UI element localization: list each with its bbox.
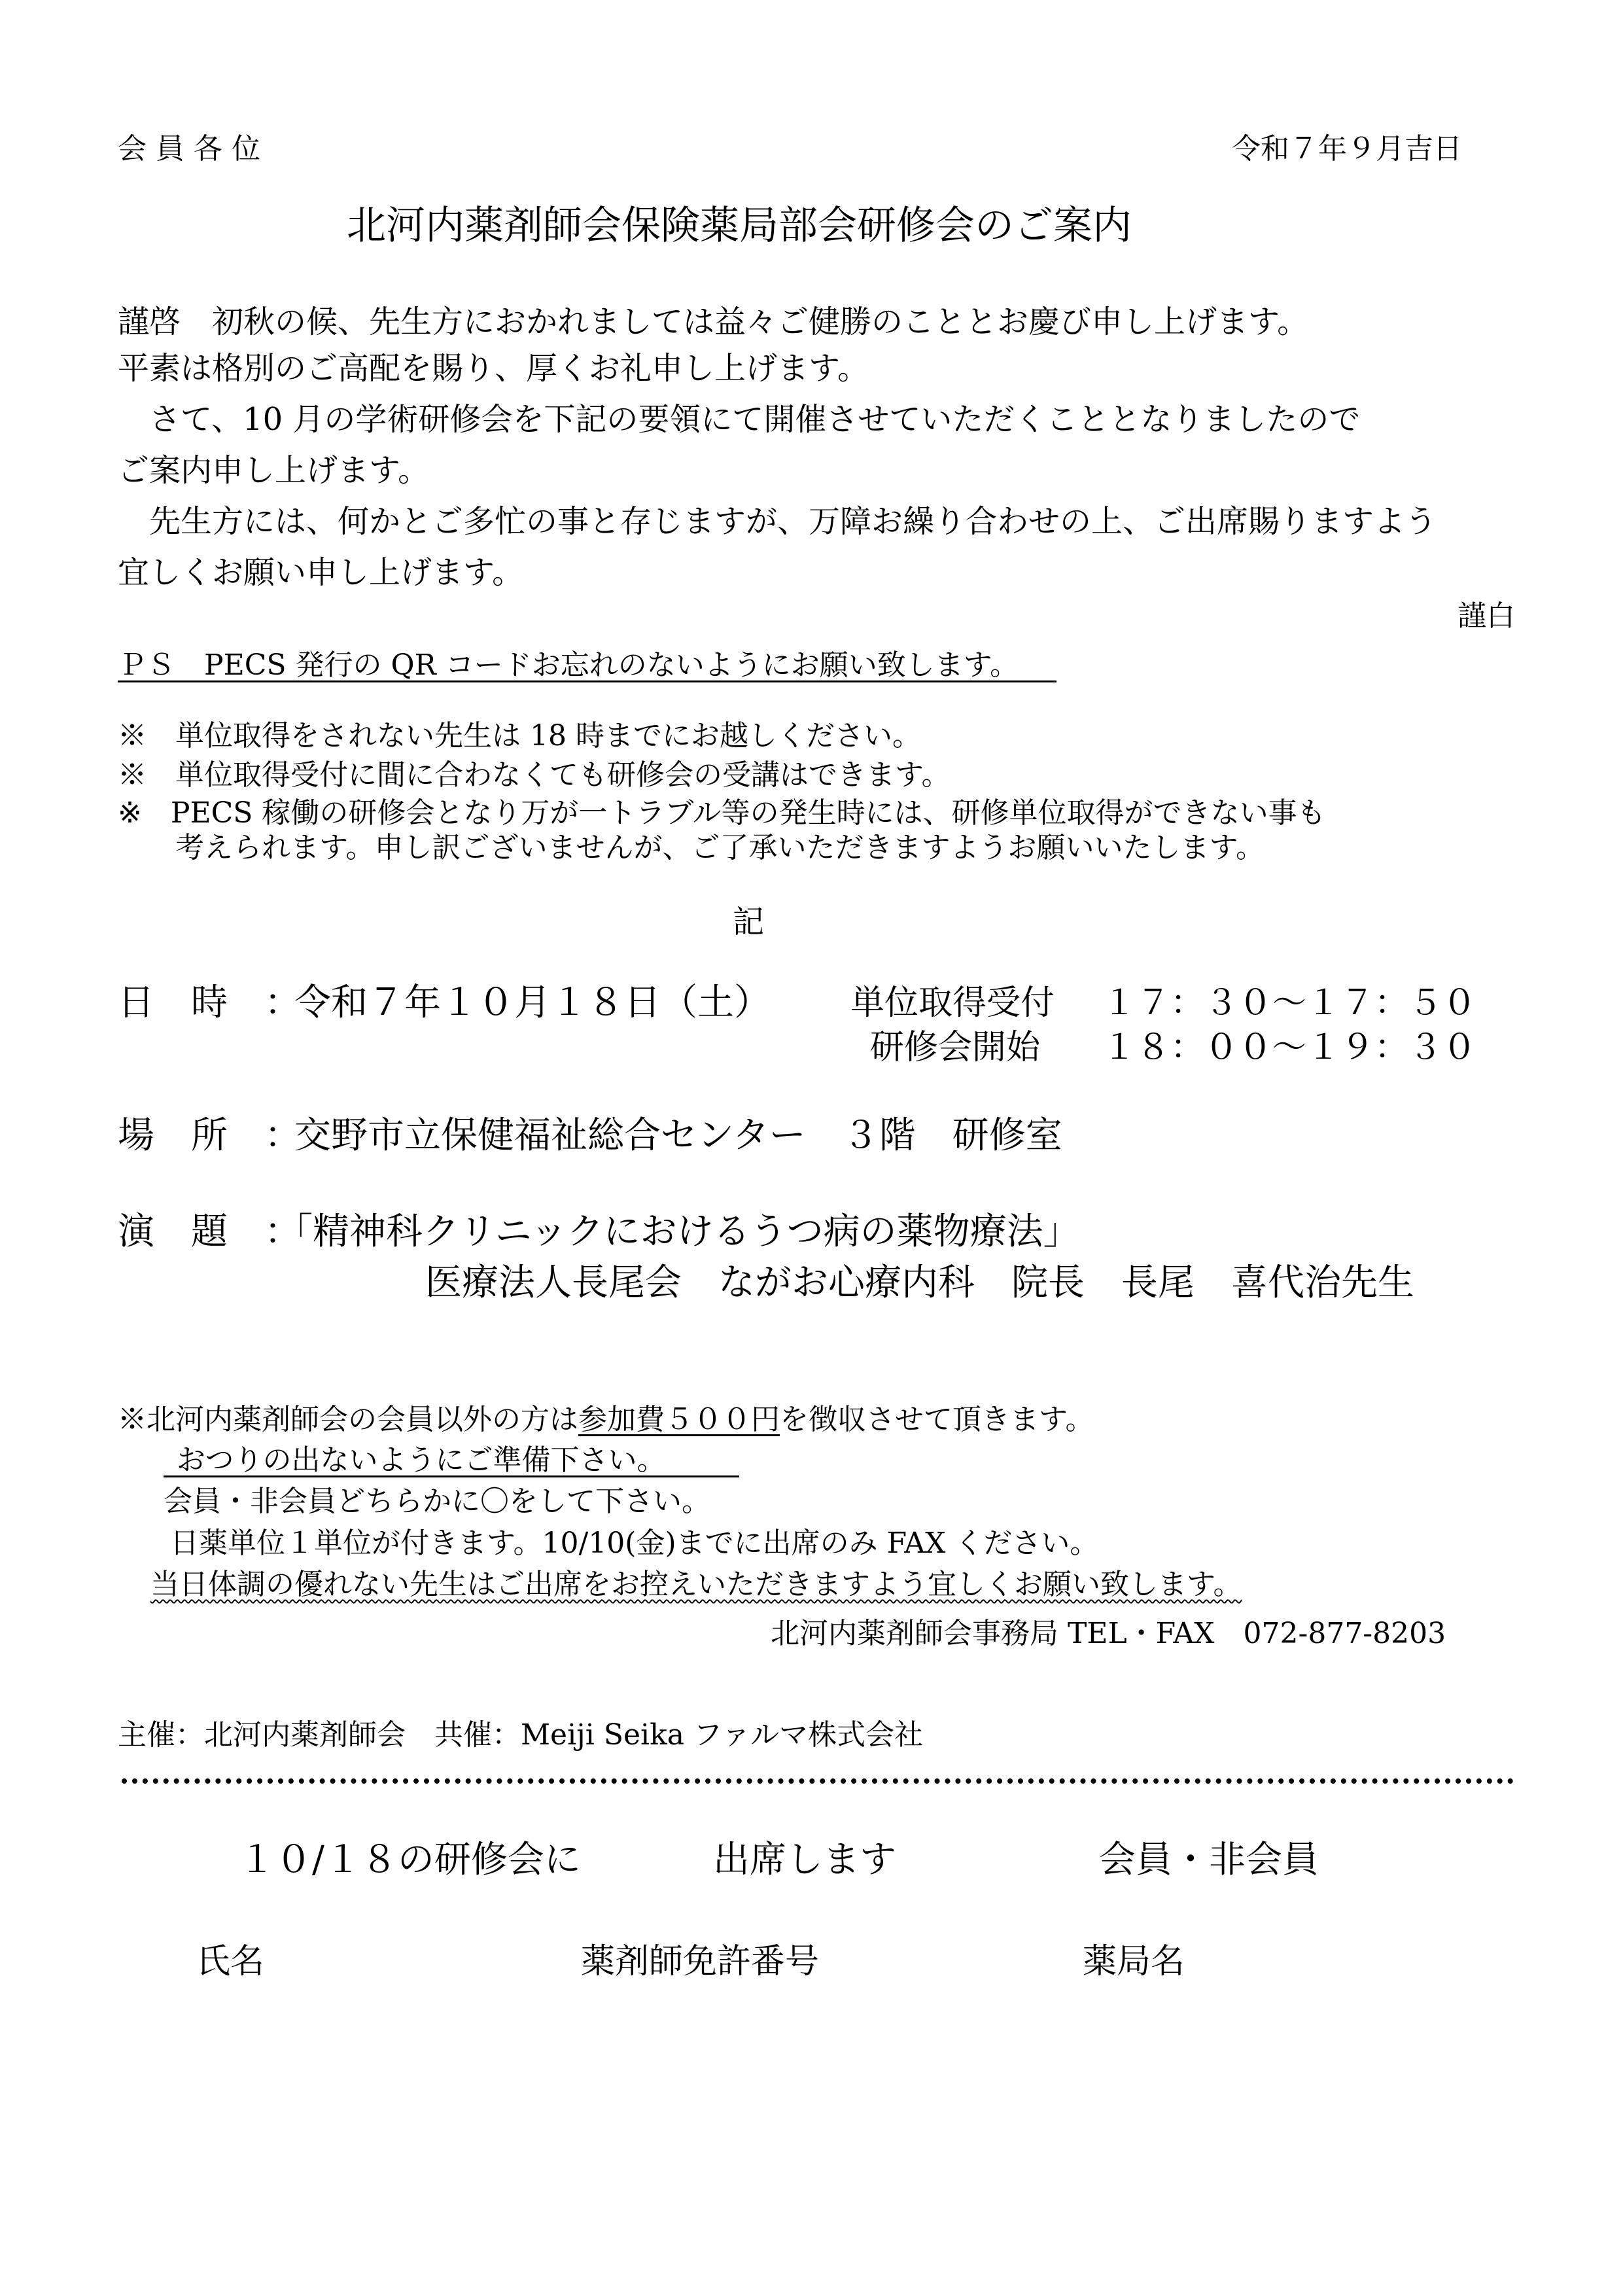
fee-amount: 参加費５００円 — [578, 1403, 780, 1436]
sponsor-line: 主催：北河内薬剤師会 共催：Meiji Seika ファルマ株式会社 — [118, 1718, 924, 1752]
member-choice: 会員・非会員 — [1099, 1839, 1319, 1881]
ps-underline — [118, 680, 1056, 682]
fee-line-1-prefix: ※北河内薬剤師会の会員以外の方は — [118, 1403, 578, 1436]
pharmacy-label: 薬局名 — [1083, 1942, 1185, 1981]
body-line-1: 謹啓 初秋の候、先生方におかれましては益々ご健勝のこととお慶び申し上げます。 — [118, 304, 1309, 340]
cut-line — [122, 1778, 1514, 1784]
fee-line-2-underline — [164, 1475, 739, 1477]
attend-value: 出席します — [713, 1839, 896, 1881]
fee-line-3: 会員・非会員どちらかに〇をして下さい。 — [164, 1485, 710, 1518]
closing-word: 謹白 — [1457, 599, 1515, 633]
body-line-5: 先生方には、何かとご多忙の事と存じますが、万障お繰り合わせの上、ご出席賜りますよう — [118, 503, 1437, 540]
issue-date: 令和７年９月吉日 — [1232, 132, 1462, 166]
fee-line-1-suffix: を徴収させて頂きます。 — [780, 1403, 1094, 1436]
fee-line-4: 日薬単位１単位が付きます。10/10(金)までに出席のみ FAX ください。 — [170, 1527, 1099, 1560]
datetime-value: 令和７年１０月１８日（土） — [294, 981, 771, 1024]
place-value: 交野市立保健福祉総合センター ３階 研修室 — [294, 1114, 1062, 1157]
ps-note: ＰＳ PECS 発行の QR コードお忘れのないようにお願い致します。 — [118, 648, 1019, 682]
topic-value: ｢精神科クリニックにおけるうつ病の薬物療法」 — [294, 1210, 1080, 1253]
fee-line-1 — [118, 1405, 1094, 1434]
recipients: 会 員 各 位 — [118, 132, 260, 166]
note-4: 考えられます。申し訳ございませんが、ご了承いただきますようお願いいたします。 — [118, 831, 1265, 864]
ki-heading: 記 — [733, 904, 765, 940]
fee-line-2: おつりの出ないようにご準備下さい。 — [177, 1443, 666, 1477]
speaker: 医療法人長尾会 ながお心療内科 院長 長尾 喜代治先生 — [425, 1262, 1414, 1304]
fee-line-5: 当日体調の優れない先生はご出席をお控えいただきますよう宜しくお願い致します。 — [150, 1568, 1242, 1601]
reception-time: １７：３０～１７：５０ — [1102, 983, 1477, 1023]
office-contact: 北河内薬剤師会事務局 TEL・FAX 072-877-8203 — [771, 1617, 1446, 1650]
attend-prefix: １０/１８の研修会に — [239, 1839, 581, 1881]
note-3: ※ PECS 稼働の研修会となり万が一トラブル等の発生時には、研修単位取得ができない事も — [118, 796, 1326, 830]
note-1: ※ 単位取得をされない先生は 18 時までにお越しください。 — [118, 719, 921, 752]
body-line-4: ご案内申し上げます。 — [118, 452, 430, 489]
note-2: ※ 単位取得受付に間に合わなくても研修会の受講はできます。 — [118, 758, 951, 792]
place-label: 場 所 ： — [118, 1114, 301, 1157]
datetime-label: 日 時 ： — [118, 981, 301, 1024]
license-label: 薬剤師免許番号 — [581, 1942, 820, 1981]
page-title: 北河内薬剤師会保険薬局部会研修会のご案内 — [347, 203, 1132, 249]
body-line-2: 平素は格別のご高配を賜り、厚くお礼申し上げます。 — [118, 350, 869, 387]
topic-label: 演 題 ： — [118, 1210, 301, 1253]
start-label: 研修会開始 — [870, 1028, 1041, 1067]
start-time: １８：００～１９：３０ — [1102, 1028, 1477, 1067]
body-line-3: さて、10 月の学術研修会を下記の要領にて開催させていただくこととなりましたので — [118, 401, 1361, 438]
body-line-6: 宜しくお願い申し上げます。 — [118, 554, 524, 591]
reception-label: 単位取得受付 — [850, 983, 1055, 1023]
name-label: 氏名 — [196, 1942, 265, 1981]
